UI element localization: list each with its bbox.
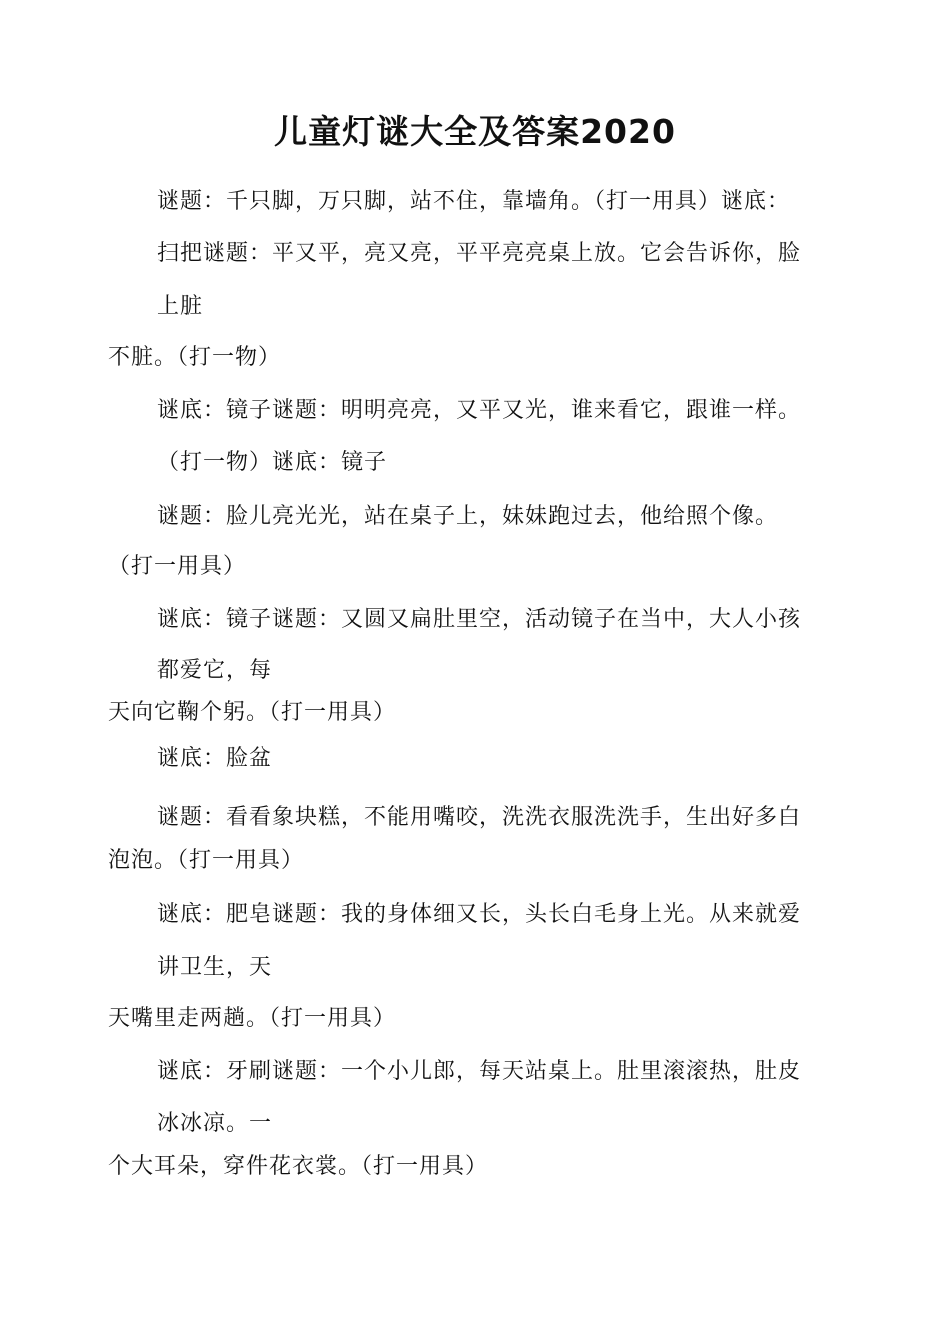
text-line: 谜题：看看象块糕，不能用嘴咬，洗洗衣服洗洗手，生出好多白 <box>157 805 802 830</box>
text-line: 扫把谜题：平又平，亮又亮，平平亮亮桌上放。它会告诉你，脸 <box>157 241 802 266</box>
text-line: （打一用具） <box>108 554 247 579</box>
text-line: 谜题：千只脚，万只脚，站不住，靠墙角。（打一用具）谜底： <box>157 189 791 214</box>
text-line: 个大耳朵，穿件花衣裳。（打一用具） <box>108 1154 489 1179</box>
text-line: 冰冰凉。一 <box>157 1111 273 1136</box>
text-line: 谜底：脸盆 <box>157 746 273 771</box>
text-line: 天嘴里走两趟。（打一用具） <box>108 1006 397 1031</box>
text-line: 都爱它，每 <box>157 658 273 683</box>
text-line: 不脏。（打一物） <box>108 345 282 370</box>
text-line: 天向它鞠个躬。（打一用具） <box>108 700 397 725</box>
text-line: 讲卫生，天 <box>157 955 273 980</box>
text-line: 谜底：牙刷谜题：一个小儿郎，每天站桌上。肚里滚滚热，肚皮 <box>157 1059 802 1084</box>
text-line: 谜底：肥皂谜题：我的身体细又长，头长白毛身上光。从来就爱 <box>157 902 802 927</box>
text-line: 谜底：镜子谜题：明明亮亮，又平又光，谁来看它，跟谁一样。 <box>157 398 802 423</box>
text-line: 谜题：脸儿亮光光，站在桌子上，妹妹跑过去，他给照个像。 <box>157 504 779 529</box>
text-line: 谜底：镜子谜题：又圆又扁肚里空，活动镜子在当中，大人小孩 <box>157 607 802 632</box>
text-line: 上脏 <box>157 294 204 319</box>
text-line: 泡泡。（打一用具） <box>108 848 305 873</box>
text-line: （打一物）谜底：镜子 <box>157 450 388 475</box>
document-title: 儿童灯谜大全及答案2020 <box>274 112 676 151</box>
